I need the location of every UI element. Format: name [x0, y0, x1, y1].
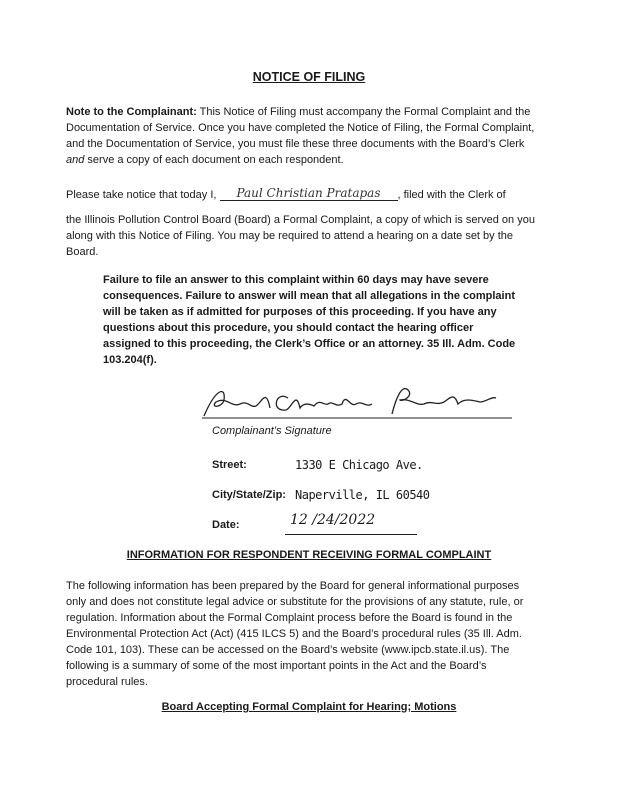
name-blank — [220, 186, 398, 201]
note-to-complainant — [66, 104, 536, 168]
info-body: The following information has been prepared by the Board for general informational purposes only and does not constitute legal advice or substitute for the provisions of any statute, rule, or regulation. Information about the Formal Complaint process before the Board is found in the Environmental Protection Act (Act) (415 ILCS 5) and the Board’s procedural rules (35 Ill. Adm. Code 101, 103). These can be accessed on the Board’s website (www.ipcb.state.il.us). The following is a summary of some of the most important points in the Act and the Board’s procedural rules. — [66, 580, 524, 688]
date-label: Date: — [212, 519, 240, 531]
note-text-2: serve a copy of each document on each respondent. — [84, 154, 344, 166]
note-label: Note to the Complainant: — [66, 106, 197, 118]
note-text-1: This Notice of Filing must accompany the Formal Complaint and the Documentation of Service. Once you have completed the Notice of Filing, the Formal Complaint, and the Documentation of Service, you must file these three documents with the Board’s Clerk — [66, 106, 535, 150]
date-value: 12 /24/2022 — [290, 512, 376, 528]
signature-image — [196, 378, 516, 426]
notice-suffix: , filed with the Clerk of — [397, 189, 506, 201]
page-title: NOTICE OF FILING — [252, 70, 366, 84]
date-underline — [285, 534, 417, 535]
warning-paragraph: Failure to file an answer to this complaint within 60 days may have severe consequences. Failure to answer will mean that all allegations in the complaint will be taken as if admitted for purposes of this proceeding. If you have any questions about this procedure, you should contact the hearing officer assigned to this proceeding, the Clerk’s Office or an attorney. 35 Ill. Adm. Code 103.204(f). — [103, 274, 516, 366]
info-subheading: Board Accepting Formal Complaint for Hearing; Motions — [161, 701, 457, 713]
notice-prefix: Please take notice that today I, — [66, 189, 217, 201]
street-value: 1330 E Chicago Ave. — [295, 458, 423, 472]
city-value: Naperville, IL 60540 — [295, 488, 430, 502]
notice-line — [66, 186, 506, 201]
notice-continuation: the Illinois Pollution Control Board (Board) a Formal Complaint, a copy of which is served on you along with this Notice of Filing. You may be required to attend a hearing on a date set by the Board. — [66, 214, 535, 258]
note-and: and — [66, 154, 85, 166]
city-label: City/State/Zip: — [212, 489, 286, 501]
street-label: Street: — [212, 459, 247, 471]
signature-caption: Complainant’s Signature — [212, 425, 332, 437]
info-heading: INFORMATION FOR RESPONDENT RECEIVING FORMAL COMPLAINT — [126, 549, 492, 561]
handwritten-name: Paul Christian Pratapas — [236, 186, 381, 200]
